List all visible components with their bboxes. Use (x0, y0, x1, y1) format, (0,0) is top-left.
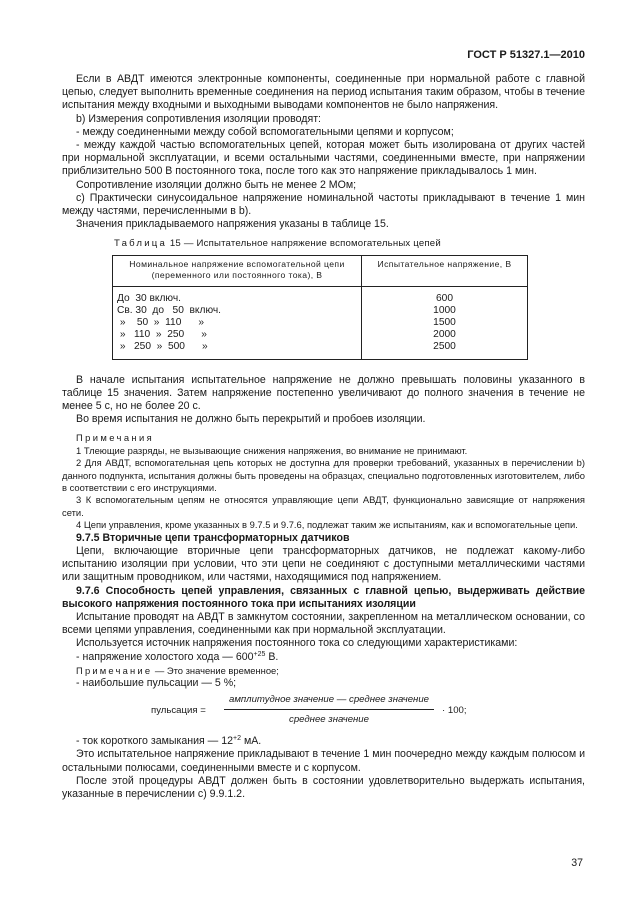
note-item: 1 Тлеющие разряды, не вызывающие снижения напряжения, во внимание не принимают. (76, 444, 468, 456)
voltage-value: 1000 (433, 304, 456, 316)
table-header-test: Испытательное напряжение, В (362, 255, 528, 286)
formula-label: пульсация = (151, 705, 206, 717)
document-header: ГОСТ Р 51327.1—2010 (467, 49, 585, 61)
paragraph: В начале испытания испытательное напряжение не должно превышать половины указанного в таблице 15 значения. Затем напряжение постепенно увеличивают до полного значения в течение не менее 5 с, но не более 20 с. (62, 373, 585, 413)
short-tolerance: +2 (233, 735, 241, 743)
section-title: 9.7.6 Способность цепей управления, связанных с главной цепью, выдерживать действие высокого напряжения постоянного тока при испытаниях изоляции (62, 584, 585, 610)
range-value: Св. 30 до 50 включ. (117, 304, 221, 316)
range-value: » 250 » 500 » (117, 340, 208, 352)
formula-multiplier: · 100; (442, 705, 467, 717)
paragraph: Испытание проводят на АВДТ в замкнутом состоянии, закрепленном на металлическом основании, со всеми цепями управления, соединенными как при нормальной эксплуатации. (62, 610, 585, 637)
noload-tolerance: +25 (253, 650, 266, 658)
table-header-nominal: Номинальное напряжение вспомогательной цепи (переменного или постоянного тока), В (113, 255, 362, 286)
list-item: - между каждой частью вспомогательных цепей, которая может быть изолирована от других частей при нормальной эксплуатации, и всеми остальными частями, соединенными вместе, при напряжении приблизительно 500 В постоянного тока, после того как это напряжение прикладывалось 1 мин. (62, 139, 585, 178)
document-body (62, 73, 585, 801)
fraction-bar (224, 709, 434, 710)
note-text: — Это значение временное; (152, 664, 279, 676)
range-value: » 50 » 110 » (117, 316, 205, 328)
voltage-value: 2000 (433, 328, 456, 340)
voltage-table (112, 255, 528, 360)
note-item: 3 К вспомогательным цепям не относятся управляющие цепи АВДТ, функционально зависящие от напряжения сети. (62, 494, 585, 518)
list-item: - между соединенными между собой вспомогательными цепями и корпусом; (76, 125, 454, 138)
table-caption-label: Таблица (114, 238, 168, 250)
paragraph: Цепи, включающие вторичные цепи трансформаторных датчиков, не подлежат какому-либо испытанию изоляции при условии, что эти цепи не соединяют с доступными металлическими частями или защитным проводником, или частями, находящимися под напряжением. (62, 544, 585, 584)
short-unit: мА. (241, 735, 262, 748)
list-item (62, 651, 585, 664)
table-cell-voltage (362, 286, 528, 359)
notes-heading: Примечания (76, 432, 155, 444)
page-number: 37 (571, 857, 583, 869)
list-item: - наибольшие пульсации — 5 %; (76, 676, 237, 689)
range-value: До 30 включ. (117, 292, 181, 304)
voltage-value: 600 (436, 292, 453, 304)
noload-unit: В. (265, 650, 279, 663)
paragraph: Это испытательное напряжение прикладывают в течение 1 мин поочередно между каждым полюсом и остальными полюсами, соединенными вместе и с корпусом. (62, 748, 585, 774)
paragraph: Во время испытания не должно быть перекрытий и пробоев изоляции. (76, 413, 426, 426)
notes-block (62, 432, 585, 531)
table-row (113, 286, 528, 359)
list-item (62, 735, 585, 748)
formula-denominator: среднее значение (289, 714, 369, 726)
table-cell-range (113, 286, 362, 359)
section-title: 9.7.5 Вторичные цепи трансформаторных датчиков (76, 531, 350, 544)
paragraph: После этой процедуры АВДТ должен быть в состоянии удовлетворительно выдержать испытания, указанные в перечислении с) 9.9.1.2. (62, 774, 585, 800)
note-item: 4 Цепи управления, кроме указанных в 9.7.5 и 9.7.6, подлежат таким же испытаниям, как и вспомогательные цепи. (76, 519, 578, 531)
voltage-value: 1500 (433, 316, 456, 328)
table-caption-text: 15 — Испытательное напряжение вспомогательных цепей (169, 238, 441, 250)
formula-numerator: амплитудное значение — среднее значение (228, 694, 429, 706)
noload-text: - напряжение холостого хода — 600 (76, 650, 254, 663)
paragraph: Если в АВДТ имеются электронные компоненты, соединенные при нормальной работе с главной цепью, следует выполнить временные соединения на период испытания таким образом, чтобы в течение испытания между входными и выходными выводами компонентов не было напряжения. (62, 73, 585, 112)
table-caption (114, 237, 585, 250)
ripple-formula (62, 693, 585, 733)
note-label: Примечание (76, 664, 153, 676)
paragraph: Значения прикладываемого напряжения указаны в таблице 15. (76, 218, 389, 231)
paragraph: с) Практически синусоидальное напряжение номинальной частоты прикладывают в течение 1 мин между частями, перечисленными в b). (62, 191, 585, 218)
note-item: 2 Для АВДТ, вспомогательная цепь которых не доступна для проверки требований, указанных в перечислении b) данного подпункта, испытания должны быть проведены на образцах, специально подготовленных изготовителем, либо в соответствии с его инструкциями. (62, 457, 585, 494)
short-text: - ток короткого замыкания — 12 (76, 735, 234, 748)
paragraph: Используется источник напряжения постоянного тока со следующими характеристиками: (76, 637, 518, 650)
voltage-value: 2500 (433, 340, 456, 352)
paragraph: b) Измерения сопротивления изоляции проводят: (76, 112, 321, 125)
range-value: » 110 » 250 » (117, 328, 207, 340)
paragraph: Сопротивление изоляции должно быть не менее 2 МОм; (76, 178, 357, 191)
note-line (62, 664, 585, 677)
